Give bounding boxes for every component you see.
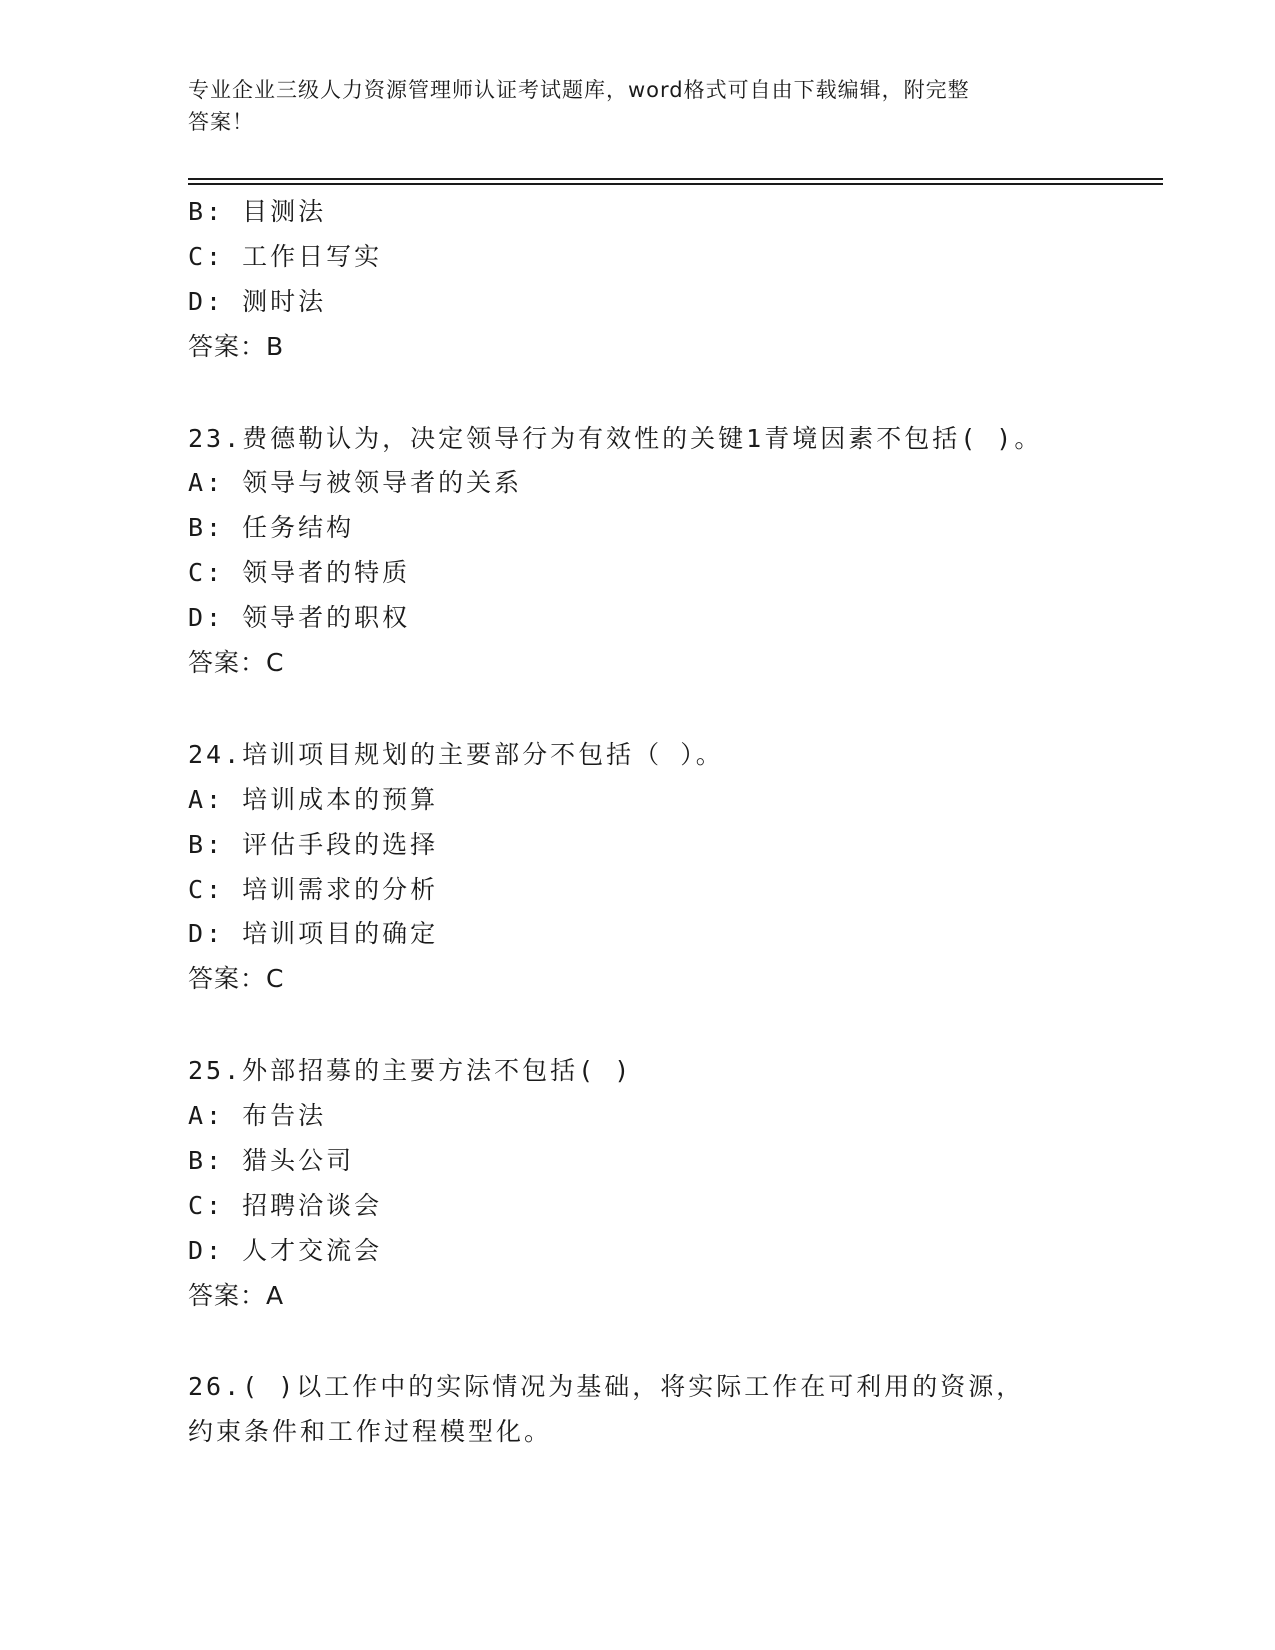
q24-option-a: A: 培训成本的预算 bbox=[188, 785, 439, 814]
q26-stem-line-2: 约束条件和工作过程模型化。 bbox=[188, 1417, 553, 1446]
q25-option-b: B: 猎头公司 bbox=[188, 1146, 355, 1175]
q25-stem: 25.外部招募的主要方法不包括( ) bbox=[188, 1056, 633, 1085]
q24-option-b: B: 评估手段的选择 bbox=[188, 830, 439, 859]
q25-answer: 答案：A bbox=[188, 1281, 285, 1310]
document-header bbox=[188, 74, 1088, 138]
header-line-1: 专业企业三级人力资源管理师认证考试题库，word格式可自由下载编辑，附完整 bbox=[188, 78, 970, 102]
q24-answer: 答案：C bbox=[188, 964, 285, 993]
q23-option-a: A: 领导与被领导者的关系 bbox=[188, 468, 523, 497]
q23-stem: 23.费德勒认为，决定领导行为有效性的关键1青境因素不包括( )。 bbox=[188, 424, 1043, 453]
prev-option-c: C: 工作日写实 bbox=[188, 242, 383, 271]
header-line-2: 答案！ bbox=[188, 110, 254, 134]
q25-option-c: C: 招聘洽谈会 bbox=[188, 1191, 383, 1220]
header-rule-bottom bbox=[188, 183, 1163, 185]
prev-option-d: D: 测时法 bbox=[188, 287, 327, 316]
q23-option-d: D: 领导者的职权 bbox=[188, 603, 411, 632]
q23-answer: 答案：C bbox=[188, 648, 285, 677]
q24-option-c: C: 培训需求的分析 bbox=[188, 875, 439, 904]
q26-stem-line-1: 26.( )以工作中的实际情况为基础，将实际工作在可利用的资源， bbox=[188, 1372, 1025, 1401]
prev-option-b: B: 目测法 bbox=[188, 197, 327, 226]
q23-option-c: C: 领导者的特质 bbox=[188, 558, 411, 587]
q25-option-d: D: 人才交流会 bbox=[188, 1236, 383, 1265]
q25-option-a: A: 布告法 bbox=[188, 1101, 327, 1130]
q23-option-b: B: 任务结构 bbox=[188, 513, 355, 542]
prev-answer: 答案：B bbox=[188, 332, 285, 361]
q24-option-d: D: 培训项目的确定 bbox=[188, 919, 439, 948]
header-rule-top bbox=[188, 178, 1163, 180]
q24-stem: 24.培训项目规划的主要部分不包括（ ）。 bbox=[188, 740, 724, 769]
